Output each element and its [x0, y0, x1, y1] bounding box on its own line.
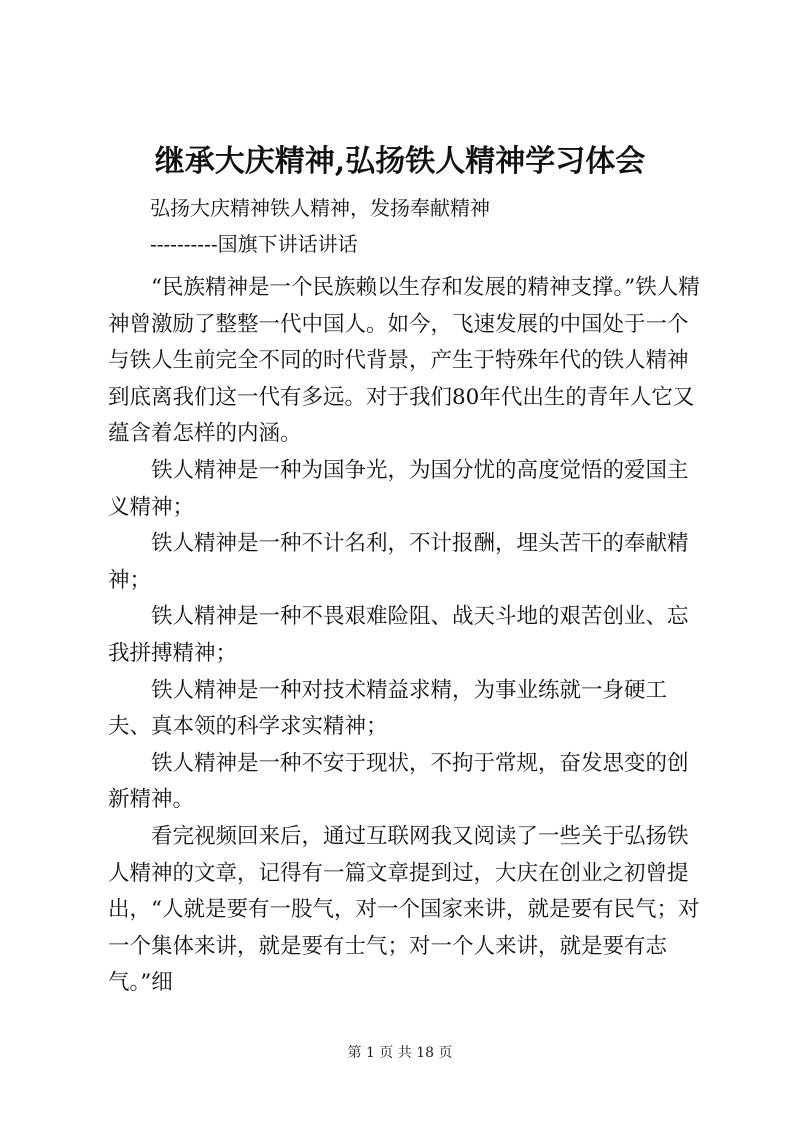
document-title: 继承大庆精神,弘扬铁人精神学习体会 — [154, 144, 646, 179]
body-paragraph: 铁人精神是一种为国争光，为国分忧的高度觉悟的爱国主义精神； — [108, 457, 689, 520]
body-paragraph: 铁人精神是一种不安于现状，不拘于常规，奋发思变的创新精神。 — [108, 750, 689, 813]
body-paragraph: 看完视频回来后，通过互联网我又阅读了一些关于弘扬铁人精神的文章，记得有一篇文章提到过，大庆在创业之初曾提出，“人就是要有一股气，对一个国家来讲，就是要有民气；对一个集体来讲，就是要有士气；对一个人来讲，就是要有志气。”细 — [108, 823, 700, 996]
body-paragraph: “民族精神是一个民族赖以生存和发展的精神支撑。”铁人精神曾激励了整整一代中国人。如今，飞速发展的中国处于一个与铁人生前完全不同的时代背景，产生于特殊年代的铁人精神到底离我们这一代有多远。对于我们80年代出生的青年人它又蕴含着怎样的内涵。 — [108, 275, 700, 447]
body-paragraph: 铁人精神是一种不计名利，不计报酬，埋头苦干的奉献精神； — [108, 531, 689, 593]
body-paragraph: 铁人精神是一种不畏艰难险阻、战天斗地的艰苦创业、忘我拼搏精神； — [108, 604, 689, 666]
document-body — [108, 270, 708, 1002]
document-byline: ----------国旗下讲话讲话 — [150, 232, 358, 256]
page-number-footer: 第 1 页 共 18 页 — [347, 1045, 453, 1061]
document-subtitle: 弘扬大庆精神铁人精神，发扬奉献精神 — [150, 196, 490, 220]
body-paragraph: 铁人精神是一种对技术精益求精，为事业练就一身硬工夫、真本领的科学求实精神； — [108, 677, 668, 740]
